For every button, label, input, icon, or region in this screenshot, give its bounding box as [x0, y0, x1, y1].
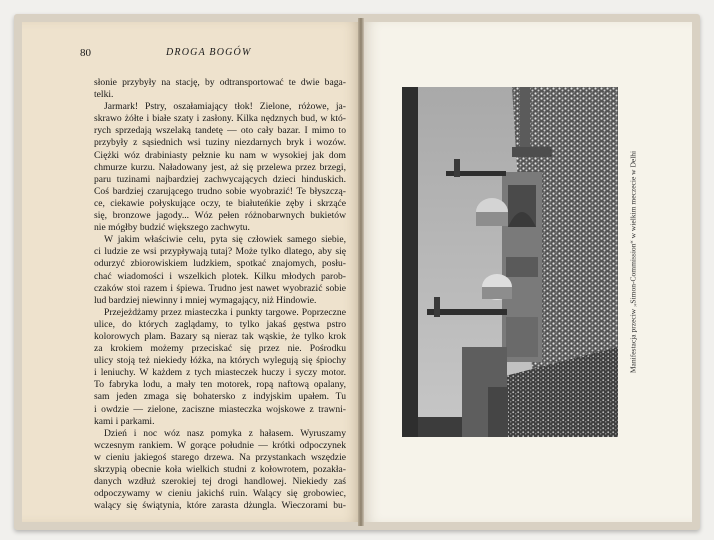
photo-caption [627, 87, 639, 437]
photo-illustration [402, 87, 618, 437]
text-line: paru tuzinami najbardziej zachwycających dzieci hinduskich. [94, 173, 346, 185]
text-line: w cieniu jakiegoś starego drzewa. Na przystankach wszędzie [94, 451, 346, 463]
text-line: kolorowych plam. Bazary są nieraz tak wąskie, że tylko krok [94, 330, 346, 342]
mosque-photograph [402, 87, 618, 437]
book-gutter [358, 18, 364, 526]
text-line: sam jeden zmaga się bohatersko z indyjskim upałem. Tu [94, 391, 346, 403]
text-line: słonie przybyły na stację, by odtransportować te dwie baga- [94, 77, 346, 88]
text-line: ci ludzie ze wsi przypływają tutaj? Może tylko dlatego, aby się [94, 246, 346, 258]
page-number: 80 [80, 47, 91, 59]
body-text [94, 77, 346, 512]
text-line: To fabryka lodu, a mały ten motorek, ropą naftową opalany, [94, 379, 346, 391]
text-line: wczesnym rankiem. W gorące południe — krótki odpoczynek [94, 439, 346, 451]
text-line: Jarmark! Pstry, oszałamiający tłok! Zielone, różowe, ja- [104, 101, 346, 113]
text-line: skrzypią obecnie koła wielkich studni z kołowrotem, pozakła- [94, 464, 346, 475]
text-line: telki. [94, 89, 114, 101]
text-line: Dzień i noc wóz nasz pomyka z hałasem. Wyruszamy [104, 427, 346, 439]
text-line: Coś bardziej czarującego trudno sobie wyobrazić! Te błyszczą- [94, 185, 346, 197]
text-line: lud bardziej niewinny i mniej wymagający, niż Hindowie. [94, 294, 317, 306]
text-line: danych wzdłuż szerokiej tej drogi handlowej. Niekiedy zaś [94, 476, 346, 488]
text-line: ce, ciekawie połyskujące oczy, te białuteńkie zęby i skrząće [94, 197, 346, 209]
text-line: Ciężki wóz drabiniasty pełznie ku nam w wysokiej jak dom [94, 149, 346, 161]
text-line: skrawo żółte i białe szaty i zasłony. Kilka nędznych bud, w któ- [94, 113, 346, 125]
text-line: odpoczywamy w cieniu jakichś ruin. Walący się grobowiec, [94, 488, 346, 500]
text-line: się, bronzowe jagody... Wóz pełen różnobarwnych bukietów [94, 210, 346, 222]
text-line: nie mógłby budzić większego zachwytu. [94, 222, 250, 234]
text-line: i owdzie — zielone, zaciszne miasteczka wojskowe z trawni- [94, 403, 346, 415]
text-line: rych sprzedają wszelaką tandetę — oto cały bazar. I mimo to [94, 125, 346, 137]
text-line: czaków stoi razem i śpiewa. Trudno jest nawet wyobrazić sobie [94, 282, 346, 294]
text-line: przybyły z sąsiednich wsi tuziny niezdarnych bryk i wozów. [94, 137, 346, 149]
text-line: ulicy stoją też niekiedy łóżka, na których wylegują się śpiochy [94, 355, 346, 367]
text-line: Przejeżdżamy przez miasteczka i punkty targowe. Poprzeczne [104, 306, 346, 318]
text-line: chać wiadomości i wszelkich plotek. Kilku młodych parob- [94, 270, 346, 282]
text-line: i leniuchy. W każdem z tych miasteczek huczy i syczy motor. [94, 367, 346, 379]
text-line: za krokiem możemy przeciskać się przez nie. Pośrodku [94, 343, 346, 355]
page-header [80, 47, 346, 61]
text-line: odurzyć zbiorowiskiem ludzkiem, spotkać znajomych, posłu- [94, 258, 346, 270]
text-line: walący się świątynia, które zarasta dżungla. Wieczorami bu- [94, 500, 346, 512]
text-line: W jakim właściwie celu, pyta się człowiek samego siebie, [104, 234, 346, 246]
text-line: chmurze kurzu. Naładowany jest, aż się przelewa przez brzegi, [94, 161, 346, 173]
text-line: ulice, do których zaglądamy, to tylko jakaś gęstwa pstro [94, 318, 346, 330]
text-line: kami i parkami. [94, 415, 155, 427]
photo-caption-text: Manifestacja przeciw „Simon-Commission“ w wielkim meczecie w Delhi [628, 150, 638, 374]
running-title: DROGA BOGÓW [166, 47, 252, 58]
